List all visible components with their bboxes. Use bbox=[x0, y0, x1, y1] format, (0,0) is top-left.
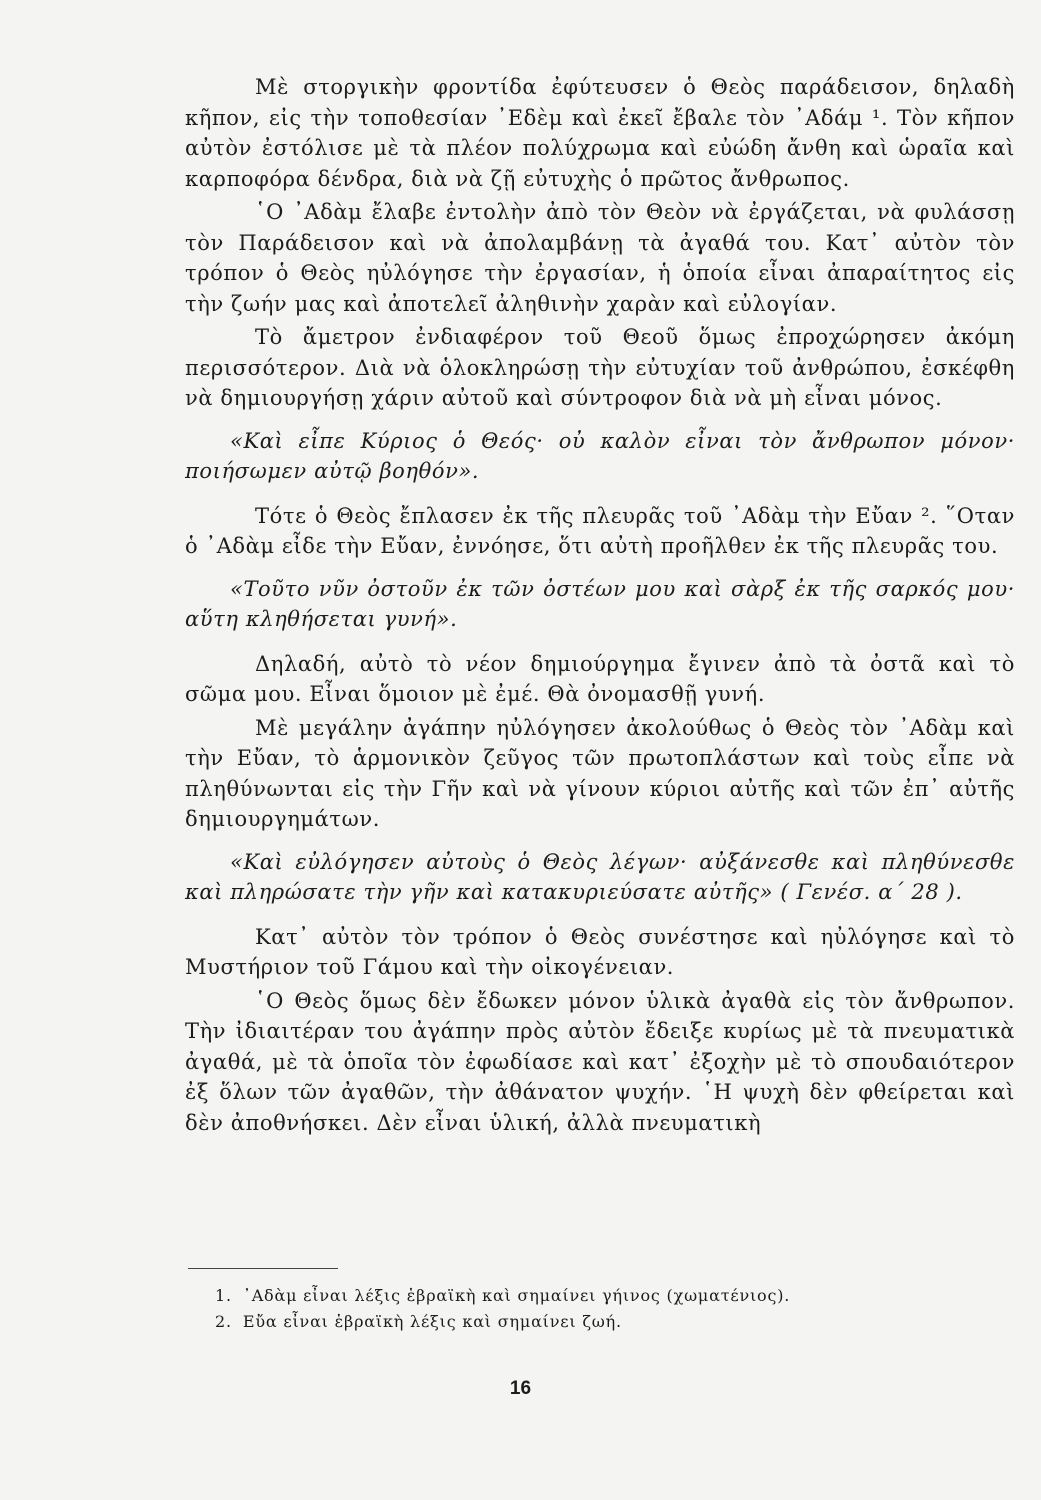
paragraph: Μὲ μεγάλην ἀγάπην ηὐλόγησεν ἀκολούθως ὁ Θεὸς τὸν ᾿Αδὰμ καὶ τὴν Εὔαν, τὸ ἁρμονικὸν ζεῦγος τῶν πρωτοπλάστων καὶ τοὺς εἶπε νὰ πληθύνωνται εἰς τὴν Γῆν καὶ νὰ γίνουν κύριοι αὐτῆς καὶ τῶν ἐπ᾿ αὐτῆς δημιουργημάτων. bbox=[185, 715, 1015, 831]
scripture-quote: «Καὶ εἶπε Κύριος ὁ Θεός· οὐ καλὸν εἶναι τὸν ἄνθρωπον μόνον· ποιήσωμεν αὐτῷ βοηθόν». bbox=[185, 428, 1015, 483]
footnote bbox=[215, 1309, 995, 1335]
scripture-quote: «Τοῦτο νῦν ὀστοῦν ἐκ τῶν ὀστέων μου καὶ σὰρξ ἐκ τῆς σαρκός μου· αὕτη κληθήσεται γυνή». bbox=[185, 576, 1015, 631]
paragraph: Δηλαδή, αὐτὸ τὸ νέον δημιούργημα ἔγινεν ἀπὸ τὰ ὀστᾶ καὶ τὸ σῶμα μου. Εἶναι ὅμοιον μὲ ἐμέ. Θὰ ὀνομασθῇ γυνή. bbox=[185, 651, 1015, 706]
scripture-quote: «Καὶ εὐλόγησεν αὐτοὺς ὁ Θεὸς λέγων· αὐξάνεσθε καὶ πληθύνεσθε καὶ πληρώσατε τὴν γῆν καὶ κατακυριεύσατε αὐτῆς» ( Γενέσ. α´ 28 ). bbox=[185, 849, 1015, 904]
footnote-divider bbox=[188, 1268, 338, 1269]
footnote bbox=[215, 1283, 995, 1309]
paragraph: Τότε ὁ Θεὸς ἔπλασεν ἐκ τῆς πλευρᾶς τοῦ ᾿Αδὰμ τὴν Εὔαν ². ῞Οταν ὁ ᾿Αδὰμ εἶδε τὴν Εὔαν, ἐννόησε, ὅτι αὐτὴ προῆλθεν ἐκ τῆς πλευρᾶς του. bbox=[185, 503, 1015, 558]
footnote-number: 1. bbox=[215, 1286, 232, 1305]
paragraph: ῾Ο Θεὸς ὅμως δὲν ἔδωκεν μόνον ὑλικὰ ἀγαθὰ εἰς τὸν ἄνθρωπον. Τὴν ἰδιαιτέραν του ἀγάπην πρὸς αὐτὸν ἔδειξε κυρίως μὲ τὰ πνευματικὰ ἀγαθά, μὲ τὰ ὁποῖα τὸν ἐφωδίασε καὶ κατ᾿ ἐξοχὴν μὲ τὸ σπουδαιότερον ἐξ ὅλων τῶν ἀγαθῶν, τὴν ἀθάνατον ψυχήν. ῾Η ψυχὴ δὲν φθείρεται καὶ δὲν ἀποθνήσκει. Δὲν εἶναι ὑλική, ἀλλὰ πνευματικὴ bbox=[185, 988, 1015, 1135]
paragraph: Μὲ στοργικὴν φροντίδα ἐφύτευσεν ὁ Θεὸς παράδεισον, δηλαδὴ κῆπον, εἰς τὴν τοποθεσίαν ᾿Εδὲμ καὶ ἐκεῖ ἔβαλε τὸν ᾿Αδάμ ¹. Τὸν κῆπον αὐτὸν ἐστόλισε μὲ τὰ πλέον πολύχρωμα καὶ εὐώδη ἄνθη καὶ ὡραῖα καὶ καρποφόρα δένδρα, διὰ νὰ ζῇ εὐτυχὴς ὁ πρῶτος ἄνθρωπος. bbox=[185, 75, 1015, 191]
body-text bbox=[185, 72, 1015, 1141]
paragraph: Τὸ ἄμετρον ἐνδιαφέρον τοῦ Θεοῦ ὅμως ἐπροχώρησεν ἀκόμη περισσότερον. Διὰ νὰ ὁλοκληρώσῃ τὴν εὐτυχίαν τοῦ ἀνθρώπου, ἐσκέφθη νὰ δημιουργήσῃ χάριν αὐτοῦ καὶ σύντροφον διὰ νὰ μὴ εἶναι μόνος. bbox=[185, 325, 1015, 410]
footnote-number: 2. bbox=[215, 1312, 232, 1331]
page-number: 16 bbox=[509, 1378, 532, 1399]
paragraph: ῾Ο ᾿Αδὰμ ἔλαβε ἐντολὴν ἀπὸ τὸν Θεὸν νὰ ἐργάζεται, νὰ φυλάσσῃ τὸν Παράδεισον καὶ νὰ ἀπολαμβάνῃ τὰ ἀγαθά του. Κατ᾿ αὐτὸν τὸν τρόπον ὁ Θεὸς ηὐλόγησε τὴν ἐργασίαν, ἡ ὁποία εἶναι ἀπαραίτητος εἰς τὴν ζωήν μας καὶ ἀποτελεῖ ἀληθινὴν χαρὰν καὶ εὐλογίαν. bbox=[185, 200, 1015, 316]
footnote-text: Εὔα εἶναι ἑβραϊκὴ λέξις καὶ σημαίνει ζωή. bbox=[242, 1312, 622, 1331]
paragraph: Κατ᾿ αὐτὸν τὸν τρόπον ὁ Θεὸς συνέστησε καὶ ηὐλόγησε καὶ τὸ Μυστήριον τοῦ Γάμου καὶ τὴν οἰκογένειαν. bbox=[185, 924, 1015, 979]
footnote-text: ᾿Αδὰμ εἶναι λέξις ἑβραϊκὴ καὶ σημαίνει γήινος (χωματένιος). bbox=[242, 1286, 791, 1305]
footnotes bbox=[215, 1283, 995, 1335]
